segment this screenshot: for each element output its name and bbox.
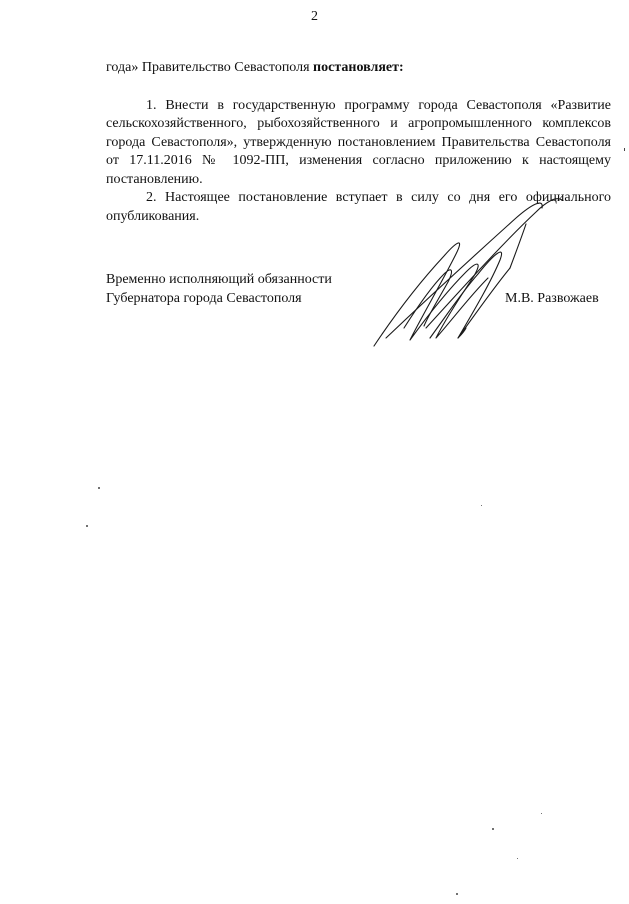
signature-strokes	[374, 199, 562, 346]
signatory-position	[106, 271, 332, 308]
scan-speck	[492, 828, 494, 830]
intro-prefix: года» Правительство Севастополя	[106, 60, 314, 75]
resolution-item-1: 1. Внести в государственную программу города Севастополя «Развитие сельскохозяйственного, рыбохозяйственного и агропромышленного комплексов города Севастополя», утвержденную постановлением Правительства Севастополя от 17.11.2016 № 1092-ПП, изменения согласно приложению к настоящему постановлению.	[106, 97, 611, 187]
scan-speck	[624, 148, 625, 151]
intro-paragraph	[106, 59, 611, 78]
scan-speck	[98, 487, 100, 489]
intro-verb: постановляет:	[313, 60, 404, 75]
scan-speck	[517, 858, 518, 859]
handwritten-signature	[366, 188, 596, 378]
signatory-name: М.В. Развожаев	[505, 291, 599, 306]
scan-speck	[541, 813, 542, 814]
scan-speck	[86, 525, 88, 527]
signatory-position-line-2: Губернатора города Севастополя	[106, 290, 302, 306]
resolution-item-2: 2. Настоящее постановление вступает в силу со дня его официального опубликования.	[106, 190, 611, 224]
scan-speck	[456, 893, 458, 895]
page-number: 2	[311, 9, 318, 24]
signatory-position-line-1: Временно исполняющий обязанности	[106, 272, 332, 287]
scan-speck	[481, 505, 482, 506]
